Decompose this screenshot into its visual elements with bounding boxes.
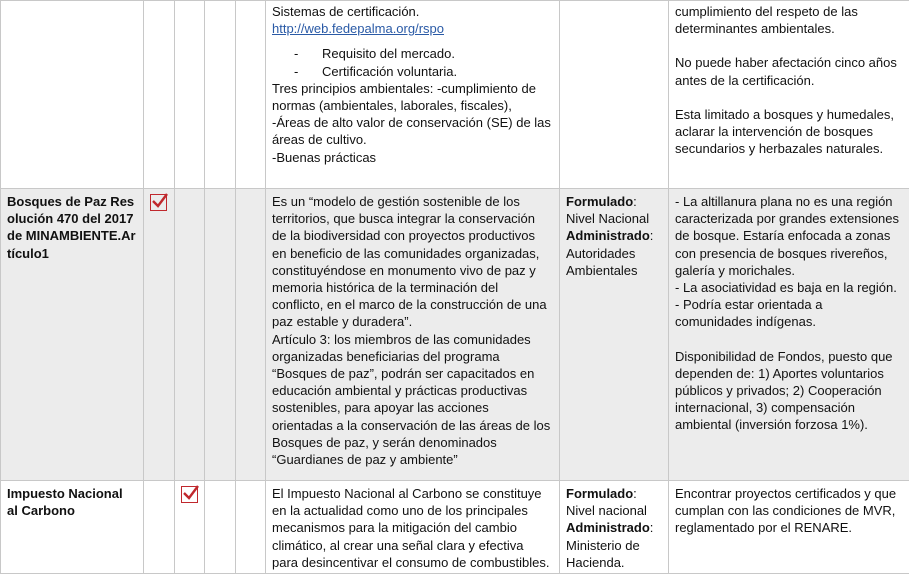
- notes-cell: [669, 1, 909, 189]
- table-row: [1, 1, 909, 189]
- administrado-label: Administrado: [566, 228, 650, 243]
- check-cell: [236, 1, 266, 189]
- administrado-value: Autoridades Ambientales: [566, 245, 662, 279]
- check-cell: [144, 1, 175, 189]
- row-name-cell: [1, 1, 144, 189]
- row-name: Impuesto Nacional al Carbono: [7, 486, 123, 518]
- formulado-label: Formulado: [566, 194, 633, 209]
- check-cell: [175, 1, 205, 189]
- check-cell: [144, 189, 175, 481]
- notes-cell: [669, 481, 909, 574]
- table-row: [1, 481, 909, 574]
- description-line: Sistemas de certificación.: [272, 3, 553, 20]
- check-cell: [175, 189, 205, 481]
- check-cell: [236, 481, 266, 574]
- row-name-cell: [1, 481, 144, 574]
- check-cell: [205, 189, 236, 481]
- check-cell: [205, 481, 236, 574]
- formulado-value: Nivel nacional: [566, 502, 662, 519]
- certification-link[interactable]: http://web.fedepalma.org/rspo: [272, 20, 553, 37]
- note-paragraph: Disponibilidad de Fondos, puesto que dependen de: 1) Aportes voluntarios públicos y privados; 2) Cooperación internacional, 3) compensación ambiental (inversión forzosa 1%).: [675, 348, 903, 434]
- note-paragraph: - La asociatividad es baja en la región.: [675, 279, 903, 296]
- check-cell: [236, 189, 266, 481]
- checked-box-icon[interactable]: [181, 486, 198, 503]
- note-paragraph: Encontrar proyectos certificados y que cumplan con las condiciones de MVR, reglamentado por el RENARE.: [675, 485, 903, 537]
- table-row: [1, 189, 909, 481]
- administrado-label: Administrado: [566, 520, 650, 535]
- checked-box-icon[interactable]: [150, 194, 167, 211]
- description-paragraph: -Buenas prácticas: [272, 149, 553, 166]
- admin-cell: Formulado: Nivel Nacional Administrado: Autoridades Ambientales: [560, 189, 669, 481]
- description-paragraph: Es un “modelo de gestión sostenible de los territorios, que busca integrar la conservación de la biodiversidad con proyectos productivos en beneficio de las comunidades organizadas, constituyéndose en monumento vivo de paz y memoria histórica de la terminación del conflicto, en el marco de la construcción de una paz estable y duradera”.: [272, 193, 553, 331]
- formulado-label: Formulado: [566, 486, 633, 501]
- description-cell: [266, 481, 560, 574]
- note-paragraph: Esta limitado a bosques y humedales, aclarar la intervención de bosques secundarios y herbazales naturales.: [675, 106, 903, 158]
- check-cell: [175, 481, 205, 574]
- description-paragraph: -Áreas de alto valor de conservación (SE) de las áreas de cultivo.: [272, 114, 553, 148]
- check-cell: [205, 1, 236, 189]
- row-name: Bosques de Paz Resolución 470 del 2017 de MINAMBIENTE.Artículo1: [7, 194, 136, 261]
- note-paragraph: cumplimiento del respeto de las determinantes ambientales.: [675, 3, 903, 37]
- admin-cell: [560, 1, 669, 189]
- note-paragraph: No puede haber afectación cinco años antes de la certificación.: [675, 54, 903, 88]
- formulado-value: Nivel Nacional: [566, 210, 662, 227]
- note-paragraph: - Podría estar orientada a comunidades indígenas.: [675, 296, 903, 330]
- description-cell: [266, 1, 560, 189]
- description-cell: [266, 189, 560, 481]
- check-cell: [144, 481, 175, 574]
- note-paragraph: - La altillanura plana no es una región caracterizada por grandes extensiones de bosque. Estaría enfocada a zonas con presencia de bosques rivereños, galería y morichales.: [675, 193, 903, 279]
- description-paragraph: Tres principios ambientales: -cumplimiento de normas (ambientales, laborales, fiscales),: [272, 80, 553, 114]
- bullet-list: [272, 45, 553, 79]
- description-paragraph: El Impuesto Nacional al Carbono se constituye en la actualidad como uno de los principales mecanismos para la mitigación del cambio climático, al crear una señal clara y efectiva para desincentivar el consumo de combustibles.: [272, 485, 553, 571]
- list-item: - Requisito del mercado.: [272, 45, 553, 62]
- row-name-cell: [1, 189, 144, 481]
- administrado-value: Ministerio de Hacienda.: [566, 537, 662, 571]
- notes-cell: [669, 189, 909, 481]
- description-paragraph: Artículo 3: los miembros de las comunidades organizadas beneficiarias del programa “Bosques de paz”, podrán ser capacitados en educación ambiental y prácticas productivas sostenibles, para apoyar las acciones orientadas a la conservación de las áreas de los Bosques de paz, y serán denominados “Guardianes de paz y ambiente”: [272, 331, 553, 469]
- admin-cell: Formulado: Nivel nacional Administrado: Ministerio de Hacienda.: [560, 481, 669, 574]
- list-item: - Certificación voluntaria.: [272, 63, 553, 80]
